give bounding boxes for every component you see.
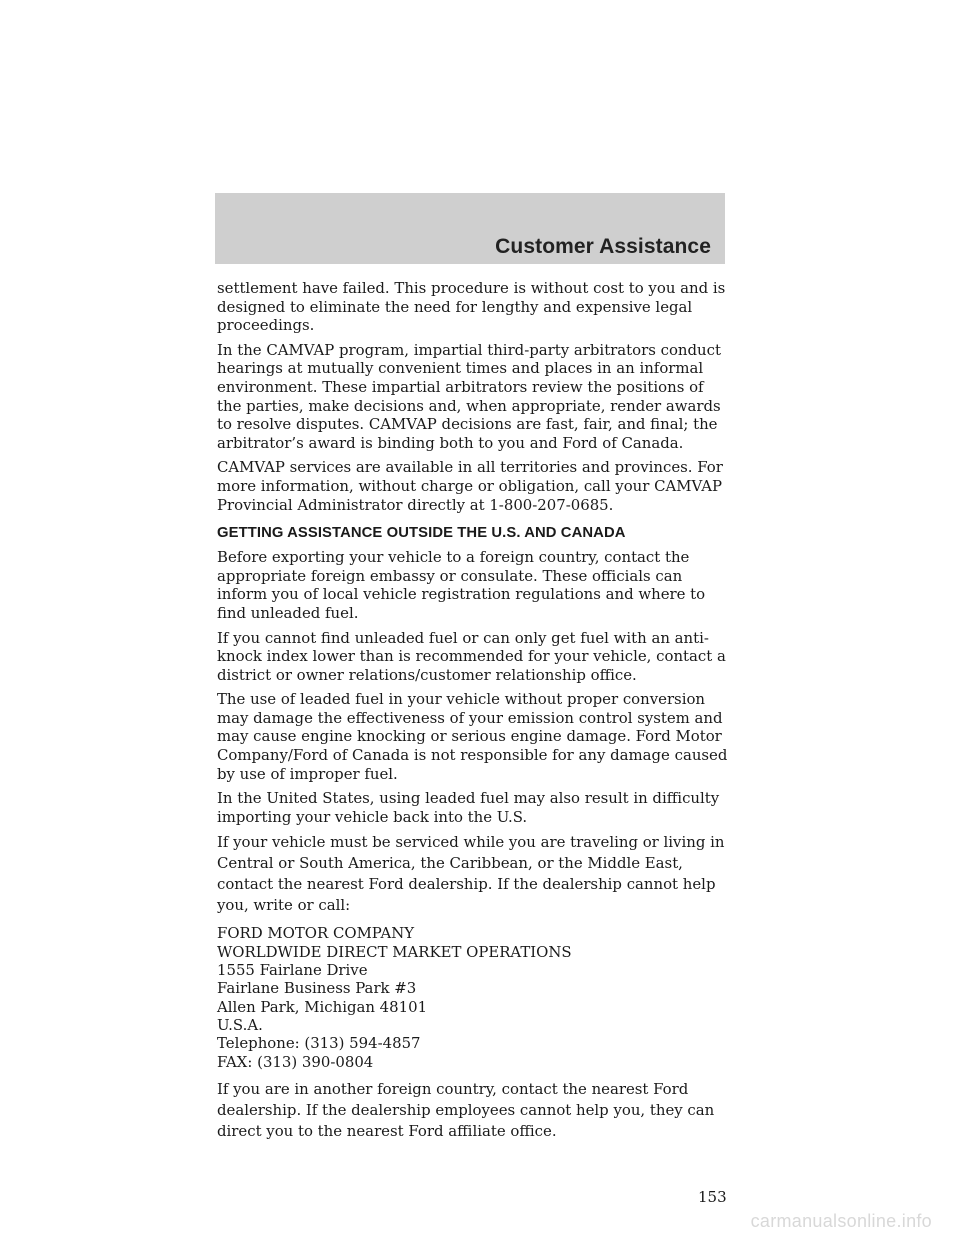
address-line: U.S.A. [217,1015,263,1034]
address-line: FAX: (313) 390-0804 [217,1052,374,1071]
paragraph: In the United States, using leaded fuel may also result in difficulty importing your vehicle back into the U.S. [217,789,720,826]
paragraph: settlement have failed. This procedure is without cost to you and is designed to eliminate the need for lengthy and expensive legal proceedings. [217,279,726,335]
address-line: FORD MOTOR COMPANY [217,924,415,943]
section-heading: GETTING ASSISTANCE OUTSIDE THE U.S. AND CANADA [217,525,626,542]
paragraph: If you are in another foreign country, contact the nearest Ford dealership. If the dealership employees cannot help you, they can direct you to the nearest Ford affiliate office. [217,1079,715,1140]
paragraph: If you cannot find unleaded fuel or can only get fuel with an anti-knock index lower than is recommended for your vehicle, contact a district or owner relations/customer relationship office. [217,628,726,684]
paragraph: In the CAMVAP program, impartial third-party arbitrators conduct hearings at mutually convenient times and places in an informal environment. These impartial arbitrators review the positions of the parties, make decisions and, when appropriate, render awards to resolve disputes. CAMVAP decisions are fast, fair, and final; the arbitrator’s award is binding both to you and Ford of Canada. [217,340,721,452]
address-block [217,924,732,1070]
section-header-band [215,193,725,264]
address-line: Telephone: (313) 594-4857 [217,1034,421,1053]
address-line: Allen Park, Michigan 48101 [217,997,428,1016]
page-body [217,279,732,1148]
address-line: WORLDWIDE DIRECT MARKET OPERATIONS [217,942,572,961]
section-title: Customer Assistance [495,235,711,258]
paragraph: The use of leaded fuel in your vehicle without proper conversion may damage the effectiveness of your emission control system and may cause engine knocking or serious engine damage. Ford Motor Company/Ford of Canada is not responsible for any damage caused by use of improper fuel. [217,690,728,783]
paragraph: If your vehicle must be serviced while you are traveling or living in Central or South America, the Caribbean, or the Middle East, contact the nearest Ford dealership. If the dealership cannot help you, write or call: [217,833,725,915]
address-line: 1555 Fairlane Drive [217,961,368,980]
watermark: carmanualsonline.info [750,1211,932,1231]
paragraph: Before exporting your vehicle to a foreign country, contact the appropriate foreign embassy or consulate. These officials can inform you of local vehicle registration regulations and where to find unleaded fuel. [217,548,706,622]
address-line: Fairlane Business Park #3 [217,979,417,998]
paragraph: CAMVAP services are available in all territories and provinces. For more information, without charge or obligation, call your CAMVAP Provincial Administrator directly at 1-800-207-0685. [217,458,723,514]
page-number: 153 [698,1188,727,1206]
